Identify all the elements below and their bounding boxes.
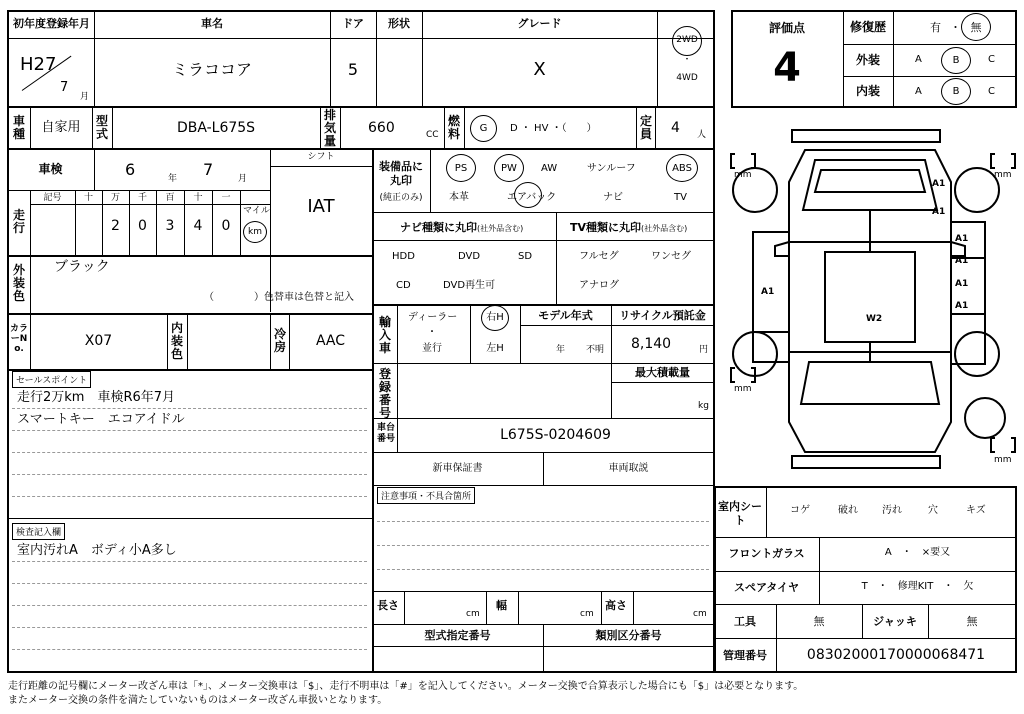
import-left-h: 左H <box>486 343 504 354</box>
mileage-place-5: 十 <box>193 193 203 203</box>
first-reg-label: 初年度登録年月 <box>13 17 90 30</box>
mileage-digit-5: 4 <box>193 218 203 234</box>
interior-color-label: 内装色 <box>170 321 183 361</box>
interior-grade-c: C <box>988 86 995 97</box>
fuel-other: D ・ HV ・（ ） <box>510 123 597 134</box>
tools-label: 工具 <box>734 615 756 628</box>
recycle-value: 8,140 <box>631 336 672 352</box>
inspection-year: 6 <box>125 160 136 179</box>
seat-item-burn: コゲ <box>790 505 810 516</box>
length-label: 長さ <box>377 599 399 612</box>
jack-value: 無 <box>966 615 978 628</box>
mileage-digit-2: 2 <box>111 218 120 234</box>
equip-tv: TV <box>674 192 687 203</box>
repair-label: 修復歴 <box>849 20 886 34</box>
drive-4wd: 4WD <box>676 73 698 83</box>
mileage-place-2: 万 <box>110 193 120 203</box>
mileage-place-6: 一 <box>221 193 231 203</box>
diagram-mm-2: mm <box>994 170 1012 180</box>
drive-2wd: 2WD <box>676 35 698 45</box>
jack-label: ジャッキ <box>873 615 917 628</box>
seat-item-scratch: キズ <box>966 505 986 516</box>
displacement-value: 660 <box>368 120 395 136</box>
interior-grade-b: B <box>952 86 960 97</box>
color-label: 外装色 <box>12 263 25 303</box>
registration-label: 登録番号 <box>378 367 391 420</box>
equip-pw: PW <box>501 163 517 174</box>
mileage-digit-6: 0 <box>221 218 231 234</box>
width-unit: cm <box>580 609 594 619</box>
mileage-digit-4: 3 <box>165 218 175 234</box>
mileage-place-1: 十 <box>83 193 93 203</box>
control-label: 管理番号 <box>723 649 767 662</box>
ac-value: AAC <box>315 333 346 349</box>
tv-fullseg: フルセグ <box>579 251 619 262</box>
car-name-value: ミラココア <box>171 60 252 79</box>
equip-abs: ABS <box>672 163 692 174</box>
tv-oneseg: ワンセグ <box>651 251 691 262</box>
shift-value: IAT <box>307 196 335 217</box>
shift-label: シフト <box>307 152 335 162</box>
import-parallel: 並行 <box>422 343 442 354</box>
model-value: DBA-L675S <box>176 120 256 136</box>
width-label: 幅 <box>496 599 507 612</box>
inspection-month: 7 <box>203 160 214 179</box>
exterior-grade-a: A <box>915 54 922 65</box>
length-unit: cm <box>466 609 480 619</box>
footer-note-2: またメーター交換の条件を満たしていないものはメーター改ざん車扱いとなります。 <box>8 695 388 706</box>
mileage-digit-3: 0 <box>138 218 147 234</box>
displacement-unit: CC <box>426 130 439 140</box>
inspector-tag: 検査記入欄 <box>12 523 65 540</box>
doc-manual: 車両取説 <box>608 463 649 474</box>
navi-sd: SD <box>518 251 533 262</box>
footer-note-1: 走行距離の記号欄にメーター改ざん車は「*」、メーター交換車は「$」、走行不明車は「#」を記入してください。メーター交換で合算表示した場合にも「$」は必要となります。 <box>8 681 804 692</box>
diagram-mm-3: mm <box>734 384 752 394</box>
car-damage-diagram <box>725 122 1020 474</box>
equip-ps: PS <box>454 163 468 174</box>
shape-label: 形状 <box>388 17 410 30</box>
diagram-mark-4: A1 <box>955 256 969 266</box>
ac-label: 冷房 <box>273 327 286 354</box>
equip-sunroof: サンルーフ <box>587 163 636 174</box>
diagram-mm-4: mm <box>994 455 1012 465</box>
inspection-year-unit: 年 <box>168 174 178 184</box>
navi-dvd: DVD <box>458 251 481 262</box>
model-year-label: モデル年式 <box>538 309 593 322</box>
capacity-label: 定員 <box>639 114 652 141</box>
repair-yes: 有 <box>930 21 941 34</box>
max-load-unit: kg <box>698 401 709 411</box>
tv-title-sub: (社外品含む) <box>641 224 688 233</box>
color-no-value: X07 <box>84 333 113 349</box>
glass-value: A ・ ×要又 <box>884 547 951 558</box>
sales-point-line-2: スマートキー エコアイドル <box>17 412 185 427</box>
import-label: 輸入車 <box>378 315 391 355</box>
recycle-label: リサイクル預託金 <box>619 309 706 322</box>
mileage-symbol-label: 記号 <box>43 193 62 203</box>
class-no-label: 類別区分番号 <box>595 629 662 642</box>
tools-value: 無 <box>813 615 825 628</box>
import-right-h: 右H <box>486 312 504 323</box>
door-label: ドア <box>342 17 364 30</box>
mileage-place-4: 百 <box>165 193 175 203</box>
navi-dvd-play: DVD再生可 <box>443 280 496 291</box>
sales-point-line-1: 走行2万km 車検R6年7月 <box>17 390 176 405</box>
height-unit: cm <box>693 609 707 619</box>
diagram-mark-2: A1 <box>932 207 946 217</box>
tv-title-text: TV種類に丸印 <box>570 221 642 234</box>
grade-value: X <box>533 59 546 80</box>
glass-label: フロントガラス <box>728 547 805 560</box>
exterior-grade-b: B <box>952 55 960 66</box>
type-no-label: 型式指定番号 <box>424 629 491 642</box>
grade-label: グレード <box>517 17 562 30</box>
spare-value: T ・ 修理KIT ・ 欠 <box>861 581 974 592</box>
seat-item-hole: 穴 <box>928 505 938 516</box>
mileage-mile-label: マイル <box>243 206 270 216</box>
equipment-sub: (純正のみ) <box>379 193 423 203</box>
seat-label: 室内シート <box>718 500 762 527</box>
height-label: 高さ <box>605 599 627 612</box>
mileage-place-3: 千 <box>137 193 147 203</box>
color-note: （ ）色替車は色替と記入 <box>204 292 354 303</box>
first-reg-era: H27 <box>20 54 57 75</box>
mileage-km-label: km <box>248 227 262 237</box>
max-load-label: 最大積載量 <box>635 366 690 379</box>
usage-label: 車種 <box>12 114 25 141</box>
diagram-mark-7: A1 <box>761 287 775 297</box>
sales-point-tag: セールスポイント <box>12 371 91 388</box>
import-dot: ・ <box>427 327 437 338</box>
repair-no: 無 <box>970 21 982 34</box>
exterior-label: 外装 <box>855 53 880 67</box>
interior-label: 内装 <box>855 84 880 98</box>
inspection-month-unit: 月 <box>238 174 248 184</box>
tv-title <box>570 222 687 233</box>
caution-tag: 注意事項・不具合箇所 <box>377 487 475 504</box>
interior-grade-a: A <box>915 86 922 97</box>
door-value: 5 <box>347 60 359 79</box>
navi-hdd: HDD <box>392 251 415 262</box>
equip-leather: 本革 <box>449 192 469 203</box>
color-no-label: カラーNo. <box>10 324 29 354</box>
car-name-label: 車名 <box>201 17 223 30</box>
equipment-label: 装備品に丸印 <box>379 160 423 187</box>
spare-label: スペアタイヤ <box>733 581 799 594</box>
displacement-label: 排気量 <box>323 108 336 148</box>
equip-aw: AW <box>541 163 558 174</box>
seat-item-tear: 破れ <box>838 505 858 516</box>
seat-item-dirt: 汚れ <box>882 505 902 516</box>
repair-dot: ・ <box>950 21 961 34</box>
first-reg-month-unit: 月 <box>80 92 90 102</box>
chassis-label: 車台番号 <box>376 423 395 444</box>
diagram-mm-1: mm <box>734 170 752 180</box>
color-value: ブラック <box>54 259 110 275</box>
navi-title-sub: (社外品含む) <box>477 224 524 233</box>
tv-analog: アナログ <box>579 280 619 291</box>
model-year-unit: 年 <box>556 345 566 355</box>
navi-title-text: ナビ種類に丸印 <box>400 221 477 234</box>
drive-dot: ・ <box>682 55 692 65</box>
mileage-label: 走行 <box>12 208 25 235</box>
fuel-label: 燃料 <box>447 114 460 141</box>
navi-title <box>400 222 523 233</box>
recycle-unit: 円 <box>699 345 709 355</box>
control-value: 08302000170000068471 <box>806 647 986 663</box>
equip-navi: ナビ <box>603 192 623 203</box>
capacity-unit: 人 <box>697 130 707 140</box>
chassis-value: L675S-0204609 <box>500 427 611 443</box>
model-label: 型式 <box>95 114 108 141</box>
exterior-grade-c: C <box>988 54 995 65</box>
capacity-value: 4 <box>671 120 680 136</box>
score-value: 4 <box>773 45 801 91</box>
score-label: 評価点 <box>768 21 805 35</box>
model-year-unknown: 不明 <box>586 345 605 355</box>
diagram-mark-8: W2 <box>866 314 883 324</box>
inspector-line-1: 室内汚れA ボディ小A多し <box>17 543 177 558</box>
usage-value: 自家用 <box>41 120 81 135</box>
diagram-mark-5: A1 <box>955 279 969 289</box>
doc-warranty: 新車保証書 <box>432 463 483 474</box>
diagram-mark-1: A1 <box>932 179 946 189</box>
diagram-mark-3: A1 <box>955 234 969 244</box>
import-dealer: ディーラー <box>408 312 458 323</box>
fuel-g: G <box>479 123 488 134</box>
navi-cd: CD <box>396 280 411 291</box>
diagram-mark-6: A1 <box>955 301 969 311</box>
inspection-label: 車検 <box>38 162 63 176</box>
equip-airbag: エアバック <box>507 192 557 203</box>
first-reg-month: 7 <box>60 80 69 95</box>
